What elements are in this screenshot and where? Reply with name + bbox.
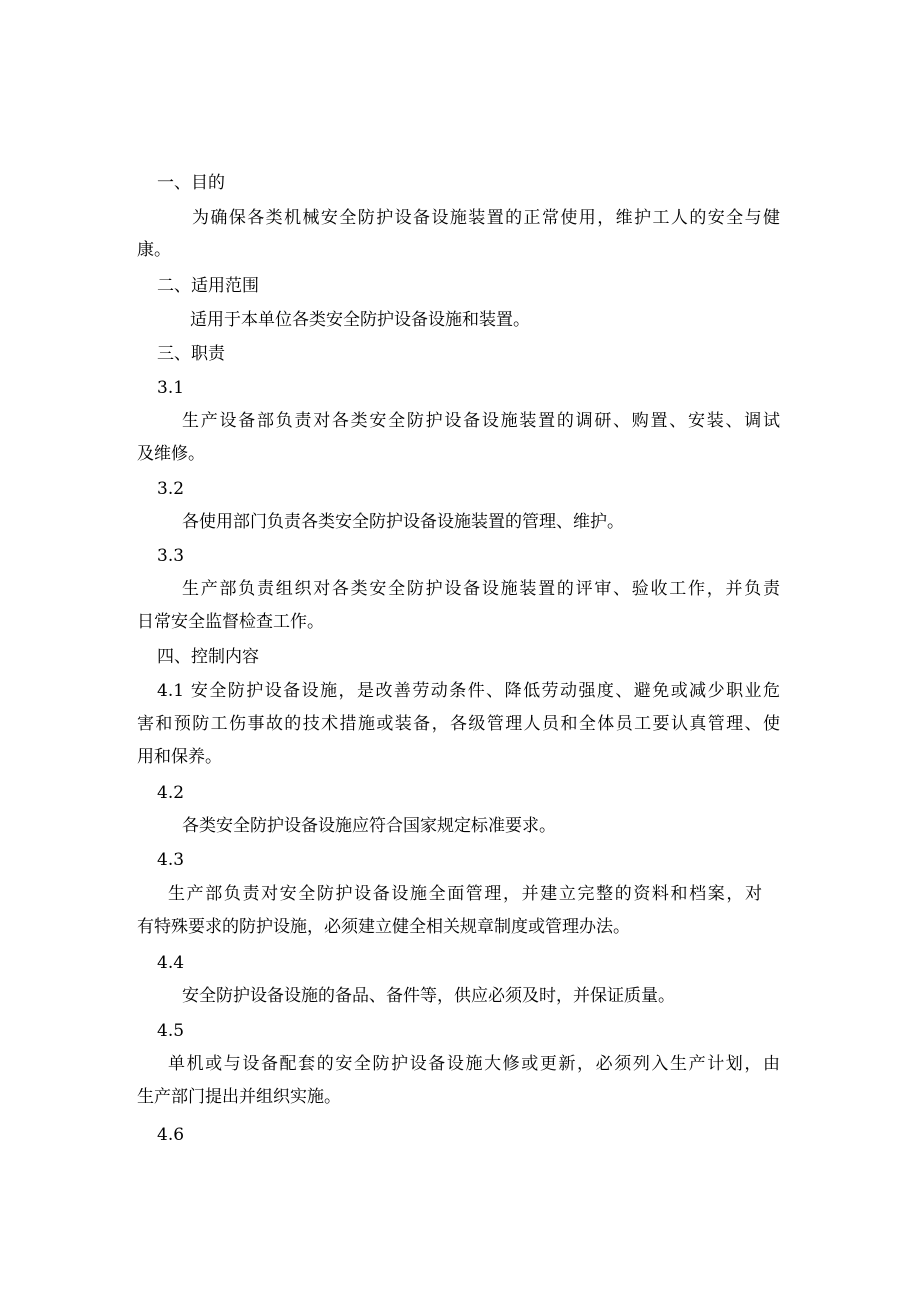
clause-4-3-number: 4.3	[157, 850, 185, 870]
clause-4-5-line-2: 生产部门提出并组织实施。	[137, 1087, 341, 1107]
section-1-heading: 一、目的	[157, 173, 225, 193]
clause-4-2-number: 4.2	[157, 783, 185, 803]
clause-4-4-number: 4.4	[157, 953, 185, 973]
section-2-heading: 二、适用范围	[157, 276, 259, 296]
clause-3-1-line-1: 生产设备部负责对各类安全防护设备设施装置的调研、购置、安装、调试	[182, 411, 780, 431]
clause-4-5-number: 4.5	[157, 1021, 185, 1041]
clause-4-1-line-2: 害和预防工伤事故的技术措施或装备，各级管理人员和全体员工要认真管理、使	[137, 714, 780, 734]
clause-4-1-line-3: 用和保养。	[137, 747, 222, 767]
clause-3-2-line-1: 各使用部门负责各类安全防护设备设施装置的管理、维护。	[182, 512, 624, 532]
section-1-body-line-1: 为确保各类机械安全防护设备设施装置的正常使用，维护工人的安全与健	[192, 208, 780, 228]
clause-4-1-line-1: 4.1 安全防护设备设施，是改善劳动条件、降低劳动强度、避免或减少职业危	[157, 681, 780, 701]
clause-3-1-line-2: 及维修。	[137, 444, 205, 464]
section-3-heading: 三、职责	[157, 344, 225, 364]
clause-4-5-line-1: 单机或与设备配套的安全防护设备设施大修或更新，必须列入生产计划，由	[168, 1054, 780, 1074]
clause-3-3-line-2: 日常安全监督检查工作。	[137, 612, 324, 632]
clause-4-3-line-1: 生产部负责对安全防护设备设施全面管理，并建立完整的资料和档案，对	[168, 884, 762, 904]
section-4-heading: 四、控制内容	[157, 647, 259, 667]
section-2-body: 适用于本单位各类安全防护设备设施和装置。	[190, 310, 530, 330]
clause-4-6-number: 4.6	[157, 1125, 185, 1145]
clause-4-3-line-2: 有特殊要求的防护设施，必须建立健全相关规章制度或管理办法。	[137, 917, 630, 937]
clause-3-3-number: 3.3	[157, 546, 185, 566]
clause-3-3-line-1: 生产部负责组织对各类安全防护设备设施装置的评审、验收工作，并负责	[182, 579, 780, 599]
clause-3-2-number: 3.2	[157, 479, 185, 499]
clause-3-1-number: 3.1	[157, 378, 185, 398]
section-1-body-line-2: 康。	[137, 240, 171, 260]
clause-4-4-line-1: 安全防护设备设施的备品、备件等，供应必须及时，并保证质量。	[182, 986, 675, 1006]
clause-4-2-line-1: 各类安全防护设备设施应符合国家规定标准要求。	[182, 816, 556, 836]
